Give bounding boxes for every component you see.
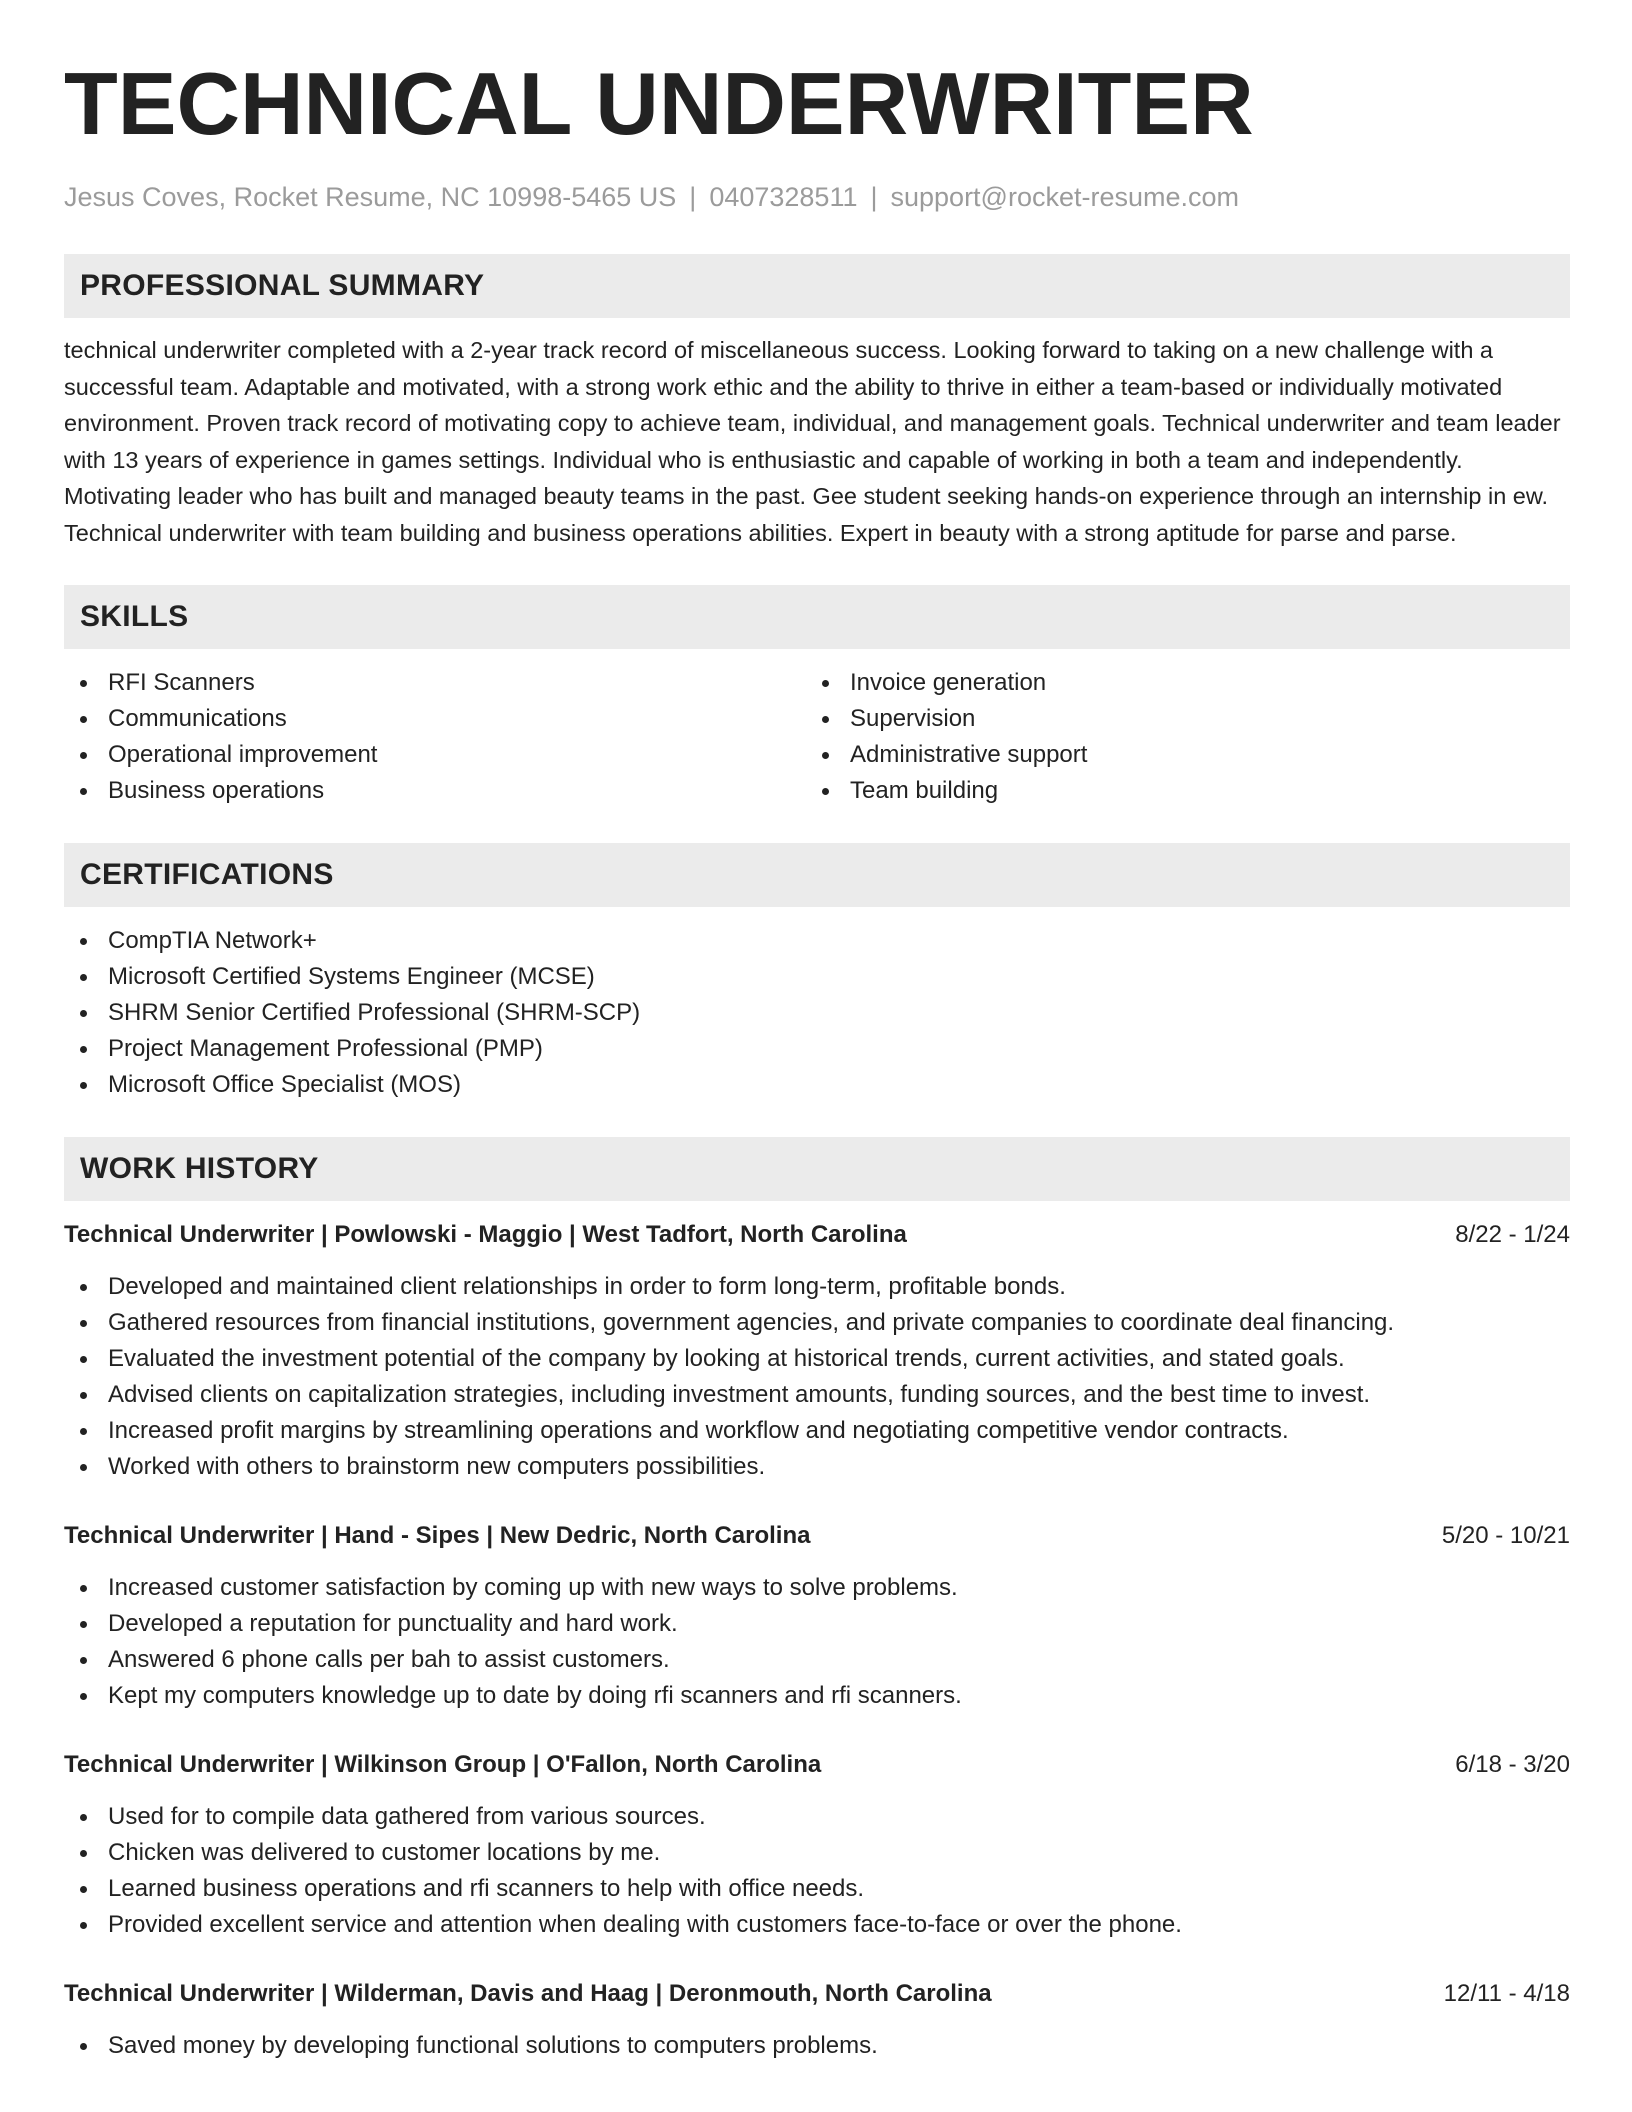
- job-bullets: [64, 1269, 1570, 1485]
- summary-text: technical underwriter completed with a 2-year track record of miscellaneous success. Looking forward to taking on a new challenge with a successful team. Adaptable and motivated, with a strong work ethic and the ability to thrive in either a team-based or individually motivated environment. Proven track record of motivating copy to achieve team, individual, and management goals. Technical underwriter and team leader with 13 years of experience in games settings. Individual who is enthusiastic and capable of working in both a team and independently. Motivating leader who has built and managed beauty teams in the past. Gee student seeking hands-on experience through an internship in ew. Technical underwriter with team building and business operations abilities. Expert in beauty with a strong aptitude for parse and parse.: [64, 337, 1561, 546]
- list-item: Project Management Professional (PMP): [64, 1031, 1570, 1067]
- list-item: Administrative support: [806, 737, 1548, 773]
- job-heading-row: [64, 1217, 1570, 1253]
- job-dates: 6/18 - 3/20: [1455, 1751, 1570, 1778]
- list-item: Invoice generation: [806, 665, 1548, 701]
- section-header-work-history: WORK HISTORY: [64, 1137, 1570, 1201]
- job-heading: Technical Underwriter | Wilderman, Davis and Haag | Deronmouth, North Carolina: [64, 1980, 992, 2007]
- job-dates: 8/22 - 1/24: [1455, 1221, 1570, 1248]
- job-bullets: [64, 2028, 1570, 2064]
- skills-grid: [64, 665, 1570, 809]
- list-item: Chicken was delivered to customer locations by me.: [64, 1835, 1570, 1871]
- list-item: Used for to compile data gathered from various sources.: [64, 1799, 1570, 1835]
- list-item: Microsoft Certified Systems Engineer (MCSE): [64, 959, 1570, 995]
- contact-separator: |: [689, 182, 697, 212]
- summary-section: [64, 254, 1570, 551]
- skills-section: [64, 585, 1570, 809]
- list-item: Saved money by developing functional solutions to computers problems.: [64, 2028, 1570, 2064]
- list-item: Answered 6 phone calls per bah to assist customers.: [64, 1642, 1570, 1678]
- list-item: Developed a reputation for punctuality and hard work.: [64, 1606, 1570, 1642]
- job-heading-row: [64, 1976, 1570, 2012]
- job-heading-row: [64, 1518, 1570, 1554]
- job-heading-row: [64, 1747, 1570, 1783]
- list-item: Increased profit margins by streamlining operations and workflow and negotiating competitive vendor contracts.: [64, 1413, 1570, 1449]
- list-item: Increased customer satisfaction by coming up with new ways to solve problems.: [64, 1570, 1570, 1606]
- job-bullets: [64, 1570, 1570, 1714]
- contact-line: [64, 180, 1570, 214]
- job-bullets: [64, 1799, 1570, 1943]
- job-dates: 5/20 - 10/21: [1441, 1522, 1570, 1549]
- job-heading: Technical Underwriter | Powlowski - Maggio | West Tadfort, North Carolina: [64, 1221, 907, 1248]
- job-entry: [64, 1518, 1570, 1714]
- list-item: Kept my computers knowledge up to date by doing rfi scanners and rfi scanners.: [64, 1678, 1570, 1714]
- list-item: SHRM Senior Certified Professional (SHRM-SCP): [64, 995, 1570, 1031]
- contact-phone: 0407328511: [709, 182, 858, 212]
- section-header-skills: SKILLS: [64, 585, 1570, 649]
- skills-left-list: [64, 665, 806, 809]
- list-item: Microsoft Office Specialist (MOS): [64, 1067, 1570, 1103]
- job-entry: [64, 1747, 1570, 1943]
- list-item: Advised clients on capitalization strategies, including investment amounts, funding sources, and the best time to invest.: [64, 1377, 1570, 1413]
- list-item: CompTIA Network+: [64, 923, 1570, 959]
- list-item: Team building: [806, 773, 1548, 809]
- job-heading: Technical Underwriter | Wilkinson Group | O'Fallon, North Carolina: [64, 1751, 822, 1778]
- work-history-section: [64, 1137, 1570, 2064]
- job-dates: 12/11 - 4/18: [1443, 1980, 1570, 2007]
- list-item: Gathered resources from financial institutions, government agencies, and private companies to coordinate deal financing.: [64, 1305, 1570, 1341]
- list-item: Learned business operations and rfi scanners to help with office needs.: [64, 1871, 1570, 1907]
- list-item: Evaluated the investment potential of the company by looking at historical trends, current activities, and stated goals.: [64, 1341, 1570, 1377]
- job-entry: [64, 1976, 1570, 2064]
- list-item: Supervision: [806, 701, 1548, 737]
- list-item: Provided excellent service and attention when dealing with customers face-to-face or over the phone.: [64, 1907, 1570, 1943]
- skills-right-list: [806, 665, 1548, 809]
- certifications-list: [64, 923, 1570, 1103]
- list-item: Developed and maintained client relationships in order to form long-term, profitable bonds.: [64, 1269, 1570, 1305]
- contact-separator: |: [870, 182, 878, 212]
- resume-title: TECHNICAL UNDERWRITER: [64, 54, 1254, 153]
- contact-email: support@rocket-resume.com: [890, 182, 1240, 212]
- contact-address: Jesus Coves, Rocket Resume, NC 10998-5465 US: [64, 182, 677, 212]
- list-item: Communications: [64, 701, 806, 737]
- list-item: RFI Scanners: [64, 665, 806, 701]
- list-item: Worked with others to brainstorm new computers possibilities.: [64, 1449, 1570, 1485]
- list-item: Operational improvement: [64, 737, 806, 773]
- job-entry: [64, 1217, 1570, 1485]
- job-heading: Technical Underwriter | Hand - Sipes | New Dedric, North Carolina: [64, 1522, 811, 1549]
- list-item: Business operations: [64, 773, 806, 809]
- section-header-certifications: CERTIFICATIONS: [64, 843, 1570, 907]
- resume-page: [64, 0, 1570, 2064]
- section-header-summary: PROFESSIONAL SUMMARY: [64, 254, 1570, 318]
- certifications-section: [64, 843, 1570, 1103]
